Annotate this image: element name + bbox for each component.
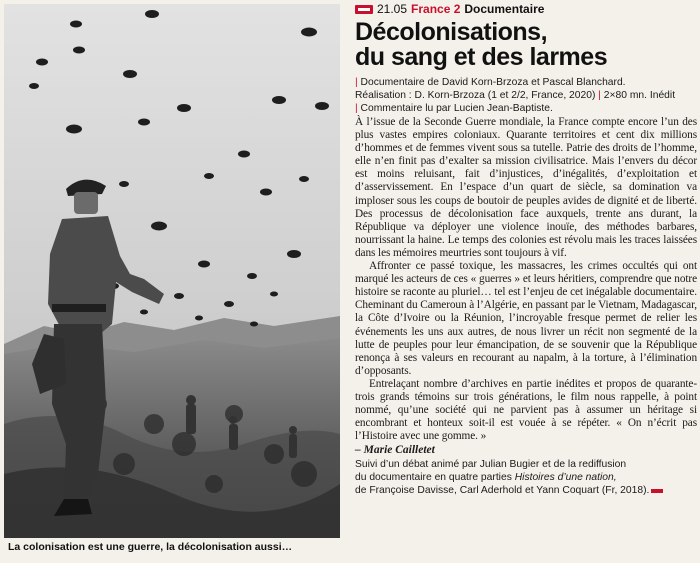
photo-caption: La colonisation est une guerre, la décolonisation aussi…: [8, 541, 293, 553]
article-body: [355, 116, 697, 443]
broadcast-time: 21.05: [377, 2, 408, 16]
credits: | Documentaire de David Korn-Brzoza et Pascal Blanchard. Réalisation : D. Korn-Brzoza (1 et 2/2, France, 2020) | 2×80 mn. Inédit | Commentaire lu par Lucien Jean-Baptiste.: [355, 77, 676, 114]
debate-line-1: Suivi d’un débat animé par Julian Bugier et de la rediffusion: [355, 459, 627, 471]
series-title: Histoires d’une nation,: [514, 472, 617, 484]
tv-channel-logo-icon: [355, 5, 373, 14]
title-line-2: du sang et des larmes: [355, 43, 608, 71]
paragraph-2: Affronter ce passé toxique, les massacres, les crimes occultés qui ont marqué les acteurs de ces « guerres » et leurs héritiers, comprendre que notre histoire se raconte au pluriel… tel est l’enjeu de cet inégalable documentaire. Cheminant du Cameroun à l’Algérie, en passant par le Vietnam, Madagascar, la Côte d’Ivoire ou la Réunion, l’incroyable fresque permet de relier les événements les uns aux autres, de nous livrer un récit non segmenté de la lutte de peuples pour leur émancipation, de se souvenir que la République renonça à ses valeurs en recourant au napalm, à la torture, à l’élimination d’opposants.: [355, 260, 697, 377]
debate-line-2: du documentaire en quatre parties: [355, 472, 512, 484]
article-title: [355, 20, 697, 70]
end-mark-icon: [651, 489, 663, 493]
credits-duration: 2×80 mn. Inédit: [603, 90, 676, 101]
paragraph-1: À l’issue de la Seconde Guerre mondiale, la France compte encore l’un des plus vastes empires coloniaux. Quarante territoires et cent dix millions d’hommes et de femmes vivent sous sa tutelle. Patrie des droits de l’homme, elle n’en finit pas d’exalter sa mission civilisatrice. Mais l’envers du décor est moins reluisant, fait d’injustices, d’inégalités, d’exploitation et d’asservissement. En l’espace d’un quart de siècle, sa domination va imploser sous les coups de boutoir de peuples avides de dignité et de liberté. Des processus de décolonisation face auxquels, trente ans durant, la République va déployer une violence inouïe, des méthodes barbares, nourrissant la haine. Le temps des colonies est révolu mais les traces laissées dans les mémoires meurtries sont toujours à vif.: [355, 116, 697, 259]
credits-line-1: Documentaire de David Korn-Brzoza et Pascal Blanchard.: [360, 77, 626, 88]
paratroopers-photo: [4, 4, 340, 538]
genre-label: Documentaire: [464, 2, 545, 16]
credits-line-3: Commentaire lu par Lucien Jean-Baptiste.: [360, 103, 553, 114]
program-meta: [355, 1, 697, 17]
article-photo: [4, 4, 340, 538]
author-signature: – Marie Cailletet: [355, 444, 435, 457]
channel-name: France 2: [411, 2, 461, 16]
debate-note: [355, 458, 697, 497]
credits-line-2: Réalisation : D. Korn-Brzoza (1 et 2/2, France, 2020): [355, 90, 596, 101]
paragraph-3: Entrelaçant nombre d’archives en partie inédites et propos de quarante-trois grands témoins sur trois générations, le film nous rappelle, à point nommé, qu’une société qui ne parvient pas à assumer un héritage si encombrant et honteux soit-il est vouée à se répéter. « On n’écrit pas l’Histoire avec une gomme. »: [355, 377, 697, 443]
title-line-1: Décolonisations,: [355, 18, 548, 46]
article-column: [355, 0, 697, 497]
debate-line-3: de Françoise Davisse, Carl Aderhold et Yann Coquart (Fr, 2018).: [355, 485, 650, 497]
